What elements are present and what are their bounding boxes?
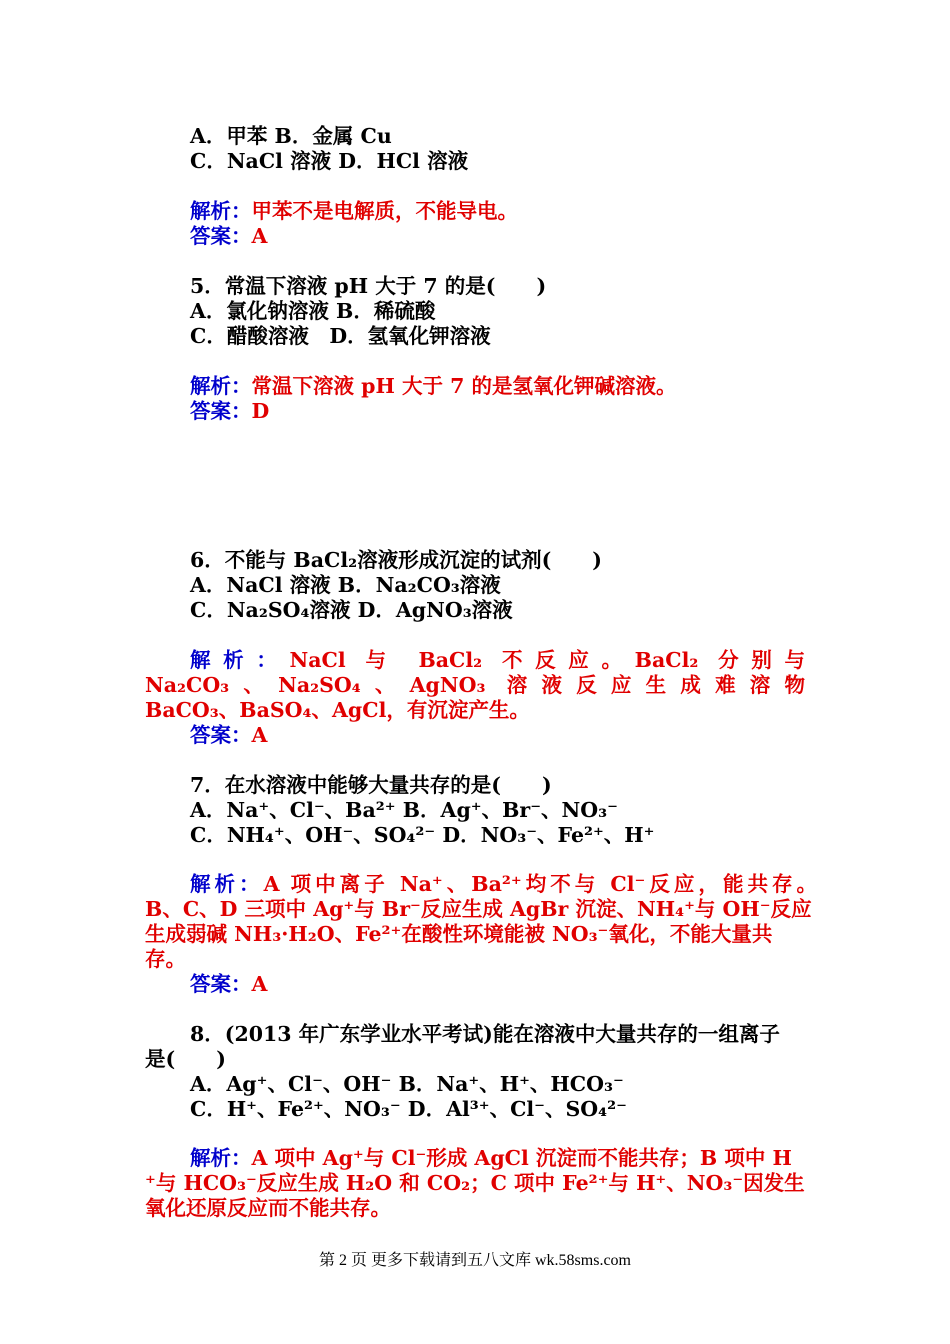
q6-options-cd: C．Na₂SO₄溶液 D．AgNO₃溶液 <box>190 598 513 622</box>
q4-analysis <box>190 199 518 224</box>
q6-stem: 6．不能与 BaCl₂溶液形成沉淀的试剂( ) <box>190 548 602 572</box>
q5-options-ab: A．氯化钠溶液 B．稀硫酸 <box>190 299 436 323</box>
answer-value: A <box>251 723 268 747</box>
q7-analysis-line-2: B、C、D 三项中 Ag⁺与 Br⁻反应生成 AgBr 沉淀、NH₄⁺与 OH⁻反应 <box>145 897 812 921</box>
q6-analysis-line-3: BaCO₃、BaSO₄、AgCl，有沉淀产生。 <box>145 698 530 722</box>
q6-options-ab: A．NaCl 溶液 B．Na₂CO₃溶液 <box>190 573 501 597</box>
q7-options-ab: A．Na⁺、Cl⁻、Ba²⁺ B．Ag⁺、Br⁻、NO₃⁻ <box>190 798 618 822</box>
analysis-label: 解析： <box>190 648 290 672</box>
page-footer: 第 2 页 更多下载请到五八文库 wk.58sms.com <box>318 1252 631 1269</box>
analysis-label: 解析： <box>190 1146 252 1170</box>
q7-analysis-line-3: 生成弱碱 NH₃·H₂O、Fe²⁺在酸性环境能被 NO₃⁻氧化，不能大量共 <box>145 922 773 946</box>
q8-stem-line-2: 是( ) <box>145 1047 226 1071</box>
q4-options-ab: A．甲苯 B．金属 Cu <box>190 124 392 148</box>
analysis-label: 解析： <box>190 374 252 398</box>
answer-label: 答案： <box>190 723 252 747</box>
q6-answer <box>190 723 267 748</box>
answer-label: 答案： <box>190 224 252 248</box>
answer-value: D <box>251 399 270 423</box>
q4-answer <box>190 224 267 249</box>
q8-analysis-line-3: 氧化还原反应而不能共存。 <box>145 1196 391 1220</box>
q5-analysis <box>190 374 677 399</box>
analysis-text: A 项中 Ag⁺与 Cl⁻形成 AgCl 沉淀而不能共存；B 项中 H <box>251 1146 792 1170</box>
answer-value: A <box>251 972 268 996</box>
answer-value: A <box>251 224 268 248</box>
answer-label: 答案： <box>190 399 252 423</box>
q8-options-cd: C．H⁺、Fe²⁺、NO₃⁻ D．Al³⁺、Cl⁻、SO₄²⁻ <box>190 1097 627 1121</box>
analysis-text: A 项中离子 Na⁺、Ba²⁺均不与 Cl⁻反应，能共存。 <box>263 872 818 896</box>
q7-options-cd: C．NH₄⁺、OH⁻、SO₄²⁻ D．NO₃⁻、Fe²⁺、H⁺ <box>190 823 655 847</box>
answer-label: 答案： <box>190 972 252 996</box>
analysis-label: 解析： <box>190 872 264 896</box>
q7-analysis-line-1 <box>190 872 817 897</box>
q8-analysis-line-2: ⁺与 HCO₃⁻反应生成 H₂O 和 CO₂；C 项中 Fe²⁺与 H⁺、NO₃⁻因发生 <box>145 1171 805 1195</box>
analysis-label: 解析： <box>190 199 252 223</box>
q8-stem-line-1: 8．(2013 年广东学业水平考试)能在溶液中大量共存的一组离子 <box>190 1022 780 1046</box>
analysis-text: 常温下溶液 pH 大于 7 的是氢氧化钾碱溶液。 <box>251 374 677 398</box>
q4-options-cd: C．NaCl 溶液 D．HCl 溶液 <box>190 149 469 173</box>
q5-answer <box>190 399 269 424</box>
q7-analysis-line-4: 存。 <box>145 947 186 971</box>
q6-analysis-line-2: Na₂CO₃、Na₂SO₄、AgNO₃ 溶液反应生成难溶物 <box>145 673 805 697</box>
q7-answer <box>190 972 267 997</box>
q6-analysis-line-1 <box>190 648 805 673</box>
q8-analysis-line-1 <box>190 1146 792 1171</box>
q5-stem: 5．常温下溶液 pH 大于 7 的是( ) <box>190 274 547 298</box>
q8-options-ab: A．Ag⁺、Cl⁻、OH⁻ B．Na⁺、H⁺、HCO₃⁻ <box>190 1072 624 1096</box>
q5-options-cd: C．醋酸溶液 D．氢氧化钾溶液 <box>190 324 491 348</box>
analysis-text: 甲苯不是电解质，不能导电。 <box>251 199 518 223</box>
analysis-text: NaCl 与 BaCl₂ 不反应。BaCl₂ 分别与 <box>289 648 806 672</box>
q7-stem: 7．在水溶液中能够大量共存的是( ) <box>190 773 552 797</box>
